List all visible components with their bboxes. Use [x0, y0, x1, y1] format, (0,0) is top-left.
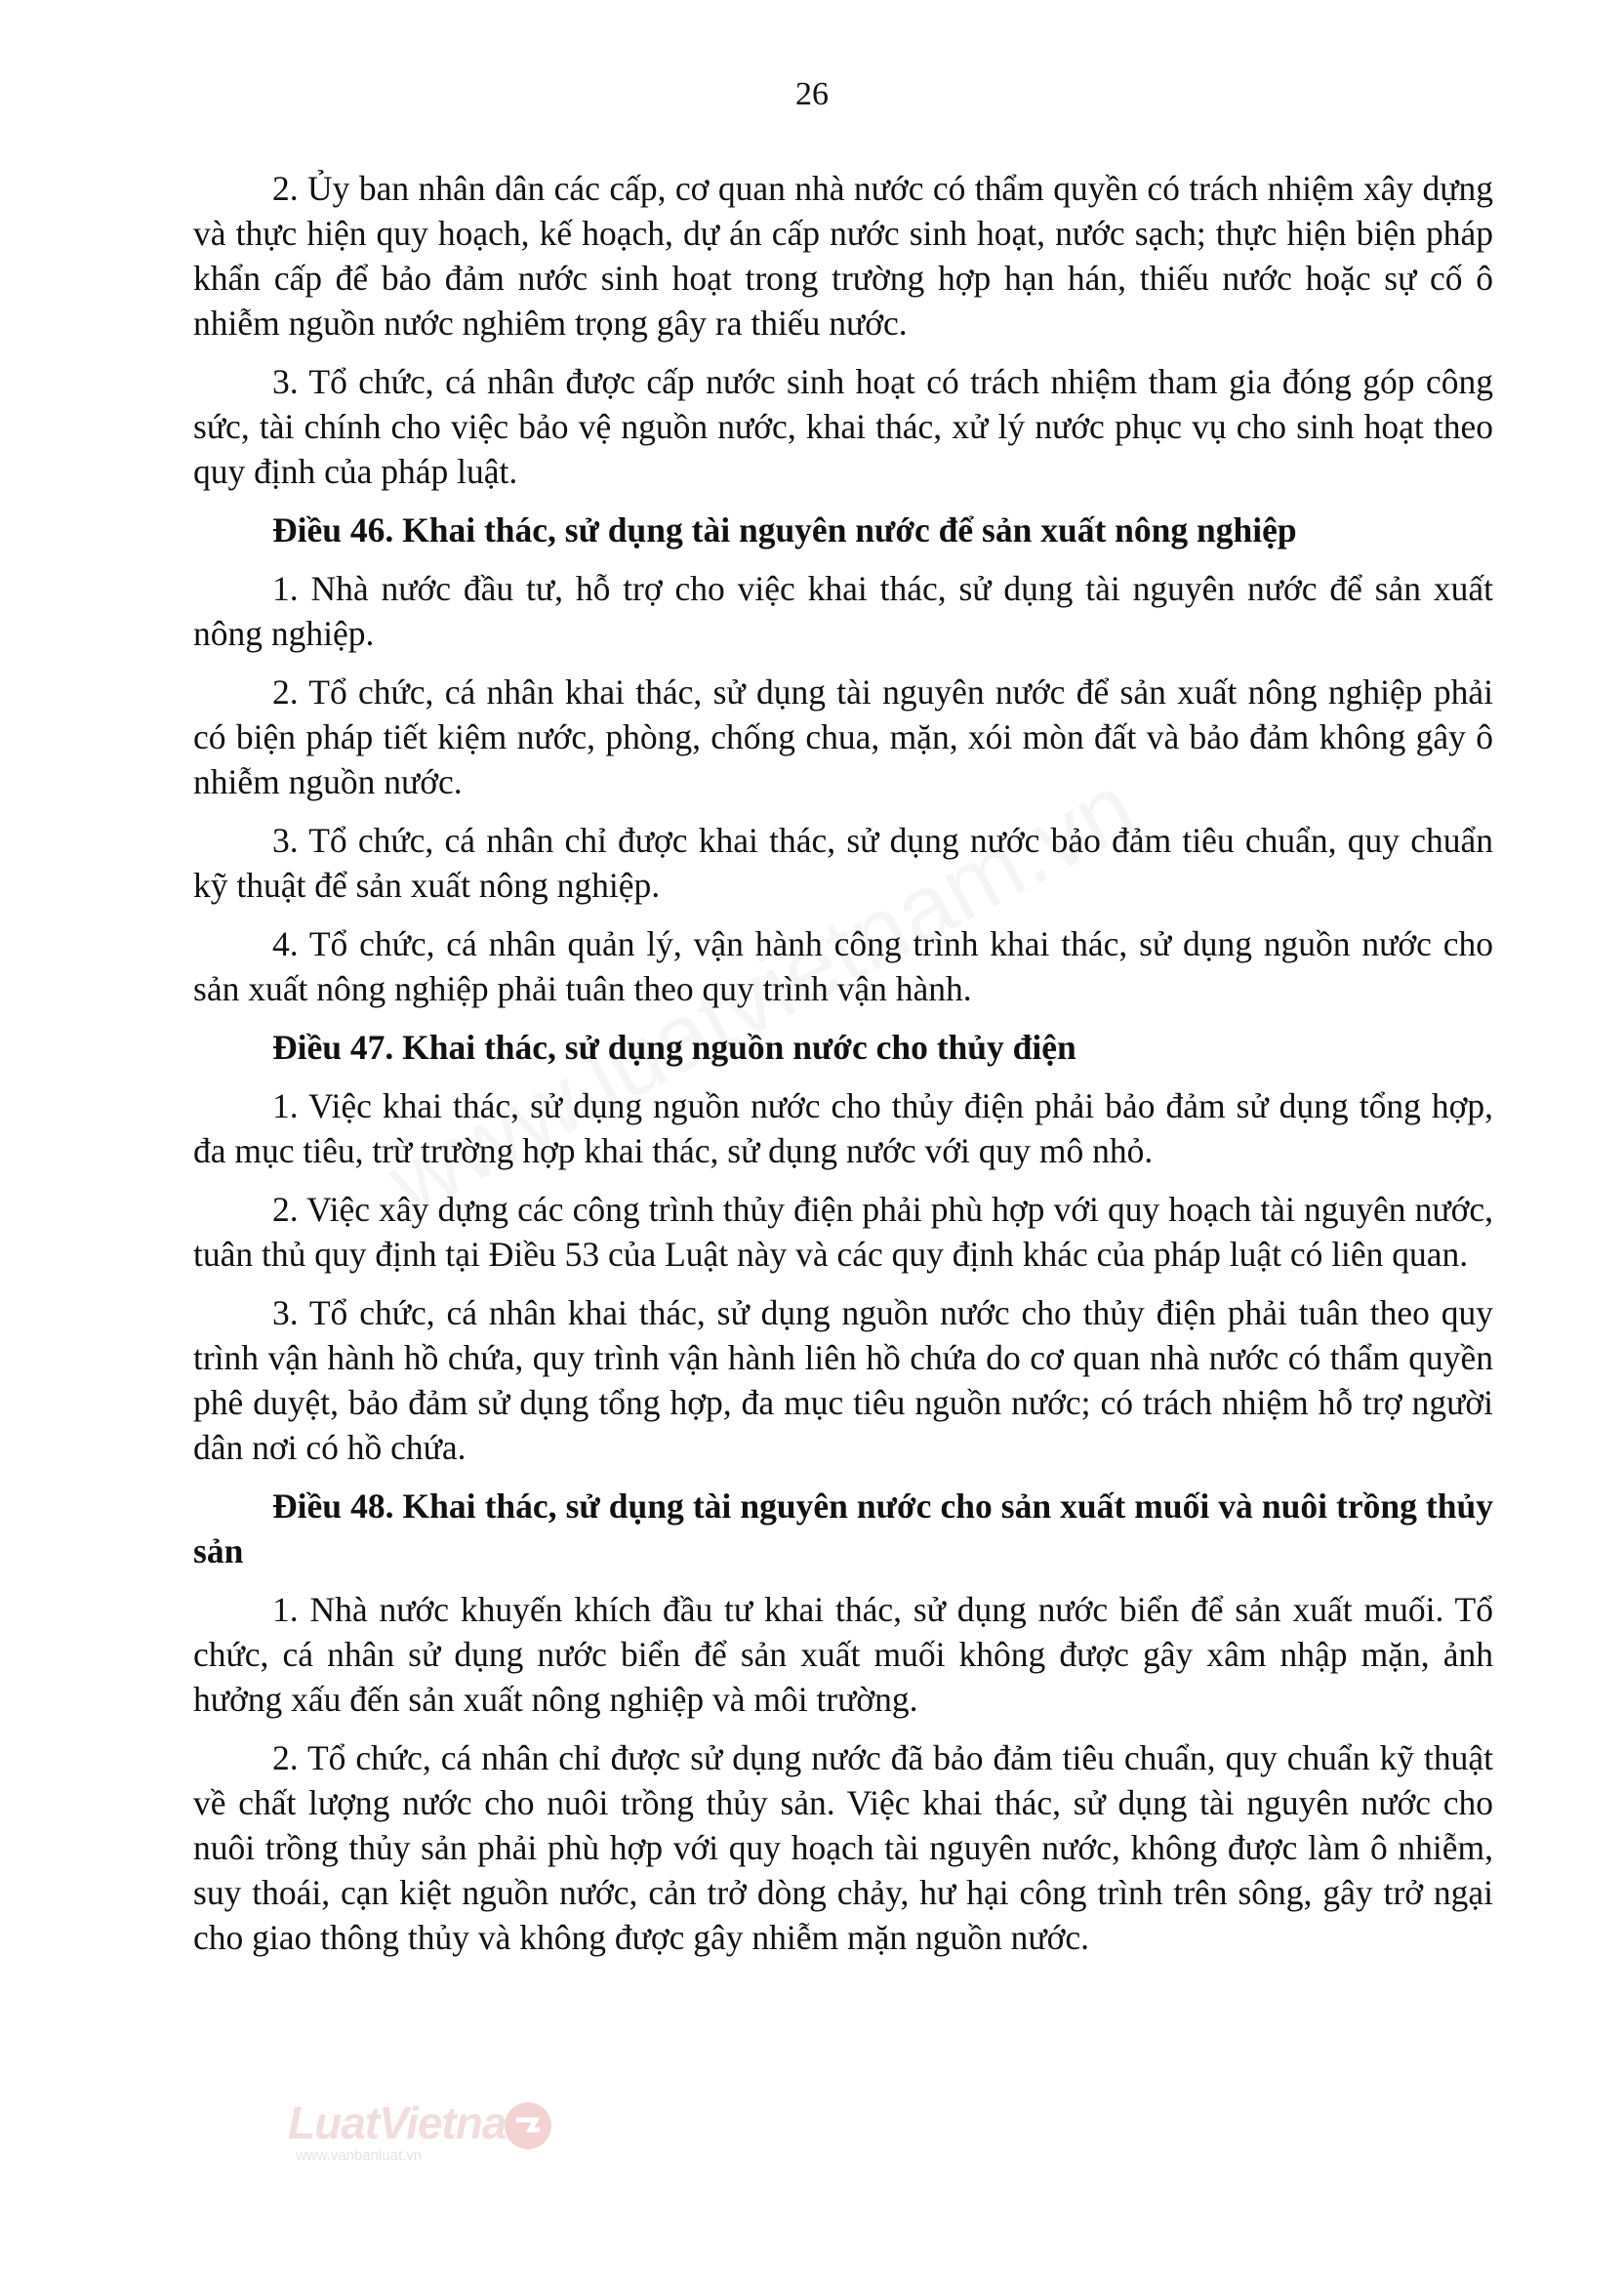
paragraph: 2. Tổ chức, cá nhân chỉ được sử dụng nước đã bảo đảm tiêu chuẩn, quy chuẩn kỹ thuật về chất lượng nước cho nuôi trồng thủy sản. Việc khai thác, sử dụng tài nguyên nước cho nuôi trồng thủy sản phải phù hợp với quy hoạch tài nguyên nước, không được làm ô nhiễm, suy thoái, cạn kiệt nguồn nước, cản trở dòng chảy, hư hại công trình trên sông, gây trở ngại cho giao thông thủy và không được gây nhiễm mặn nguồn nước. [193, 1738, 1493, 1957]
page-number: 26 [795, 76, 829, 112]
logo-mark-icon [503, 2100, 553, 2151]
paragraph: 3. Tổ chức, cá nhân khai thác, sử dụng nguồn nước cho thủy điện phải tuân theo quy trình vận hành hồ chứa, quy trình vận hành liên hồ chứa do cơ quan nhà nước có thẩm quyền phê duyệt, bảo đảm sử dụng tổng hợp, đa mục tiêu nguồn nước; có trách nhiệm hỗ trợ người dân nơi có hồ chứa. [193, 1293, 1493, 1467]
paragraph: 2. Việc xây dựng các công trình thủy điện phải phù hợp với quy hoạch tài nguyên nước, tuân thủ quy định tại Điều 53 của Luật này và các quy định khác của pháp luật có liên quan. [193, 1190, 1493, 1274]
logo-text: LuatVietnam [288, 2098, 546, 2148]
paragraph: 3. Tổ chức, cá nhân được cấp nước sinh hoạt có trách nhiệm tham gia đóng góp công sức, tài chính cho việc bảo vệ nguồn nước, khai thác, xử lý nước phục vụ cho sinh hoạt theo quy định của pháp luật. [193, 362, 1493, 491]
paragraph: 1. Việc khai thác, sử dụng nguồn nước cho thủy điện phải bảo đảm sử dụng tổng hợp, đa mục tiêu, trừ trường hợp khai thác, sử dụng nước với quy mô nhỏ. [193, 1086, 1493, 1170]
logo-url: www.vanbanluat.vn [296, 2147, 423, 2164]
paragraph: 4. Tổ chức, cá nhân quản lý, vận hành công trình khai thác, sử dụng nguồn nước cho sản xuất nông nghiệp phải tuân theo quy trình vận hành. [193, 924, 1493, 1008]
article-heading: Điều 46. Khai thác, sử dụng tài nguyên nước để sản xuất nông nghiệp [272, 510, 1297, 550]
paragraph: 1. Nhà nước khuyến khích đầu tư khai thác, sử dụng nước biển để sản xuất muối. Tổ chức, cá nhân sử dụng nước biển để sản xuất muối không được gây xâm nhập mặn, ảnh hưởng xấu đến sản xuất nông nghiệp và môi trường. [193, 1590, 1493, 1719]
paragraph: 1. Nhà nước đầu tư, hỗ trợ cho việc khai thác, sử dụng tài nguyên nước để sản xuất nông nghiệp. [193, 569, 1493, 653]
document-body [193, 166, 1493, 1974]
article-heading: Điều 47. Khai thác, sử dụng nguồn nước cho thủy điện [272, 1028, 1076, 1067]
watermark-logo [288, 2097, 581, 2175]
paragraph: 2. Tổ chức, cá nhân khai thác, sử dụng tài nguyên nước để sản xuất nông nghiệp phải có biện pháp tiết kiệm nước, phòng, chống chua, mặn, xói mòn đất và bảo đảm không gây ô nhiễm nguồn nước. [193, 672, 1493, 801]
article-heading: Điều 48. Khai thác, sử dụng tài nguyên nước cho sản xuất muối và nuôi trồng thủy sản [193, 1487, 1493, 1570]
paragraph: 2. Ủy ban nhân dân các cấp, cơ quan nhà nước có thẩm quyền có trách nhiệm xây dựng và thực hiện quy hoạch, kế hoạch, dự án cấp nước sinh hoạt, nước sạch; thực hiện biện pháp khẩn cấp để bảo đảm nước sinh hoạt trong trường hợp hạn hán, thiếu nước hoặc sự cố ô nhiễm nguồn nước nghiêm trọng gây ra thiếu nước. [193, 169, 1493, 343]
paragraph: 3. Tổ chức, cá nhân chỉ được khai thác, sử dụng nước bảo đảm tiêu chuẩn, quy chuẩn kỹ thuật để sản xuất nông nghiệp. [193, 821, 1493, 905]
